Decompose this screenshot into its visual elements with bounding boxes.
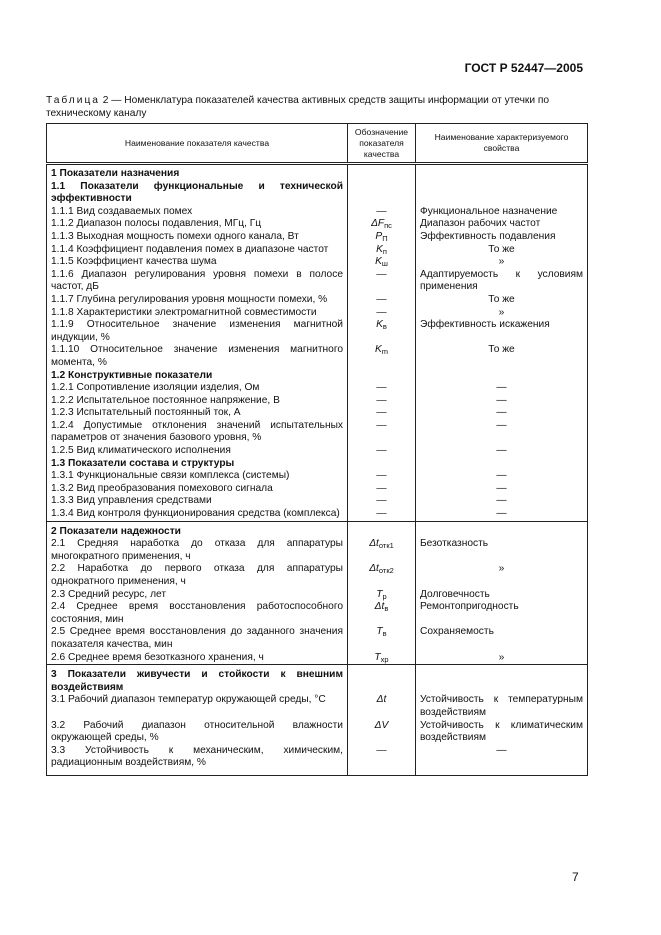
table-row — [47, 244, 588, 257]
indicator-symbol — [348, 307, 416, 320]
characterized-property: Сохраняемость — [416, 626, 588, 651]
indicator-symbol — [348, 244, 416, 257]
indicator-symbol — [348, 694, 416, 719]
table-row — [47, 720, 588, 745]
symbol-main: T — [374, 651, 381, 663]
characterized-property: — — [416, 508, 588, 521]
symbol-main: — — [376, 205, 387, 217]
symbol-main: — — [376, 445, 387, 457]
table-row — [47, 294, 588, 307]
characterized-property: — — [416, 445, 588, 458]
symbol-main: — — [376, 394, 387, 406]
indicator-symbol — [348, 256, 416, 269]
table-row — [47, 206, 588, 219]
indicator-name: 1.1.7 Глубина регулирования уровня мощности помехи, % — [47, 294, 348, 307]
table-row — [47, 218, 588, 231]
symbol-subscript: П — [382, 233, 388, 243]
indicator-name: 1.1.5 Коэффициент качества шума — [47, 256, 348, 269]
indicator-name: 1.3.1 Функциональные связи комплекса (системы) — [47, 470, 348, 483]
characterized-property: Адаптируемость к условиям применения — [416, 269, 588, 294]
symbol-main: — — [376, 482, 387, 494]
indicator-symbol — [348, 652, 416, 665]
column-header-property: Наименование характеризуемого свойства — [416, 124, 588, 164]
table-row — [47, 745, 588, 770]
characterized-property: Устойчивость к климатическим воздействиям — [416, 720, 588, 745]
indicator-name: 1.2 Конструктивные показатели — [47, 370, 348, 383]
indicator-name: 1.2.2 Испытательное постоянное напряжение, В — [47, 395, 348, 408]
indicator-symbol — [348, 483, 416, 496]
table-row — [47, 231, 588, 244]
symbol-main: — — [376, 268, 387, 280]
indicator-name: 1 Показатели назначения — [47, 168, 348, 181]
caption-text: 2 — Номенклатура показателей качества активных средств защиты информации от утечки по техническому каналу — [46, 95, 550, 119]
indicator-name: 2 Показатели надежности — [47, 526, 348, 539]
column-header-name: Наименование показателя качества — [47, 124, 348, 164]
indicator-name: 3.2 Рабочий диапазон относительной влажности окружающей среды, % — [47, 720, 348, 745]
characterized-property: Эффективность искажения — [416, 319, 588, 344]
characterized-property: — — [416, 395, 588, 408]
symbol-main: K — [376, 319, 383, 331]
table-row — [47, 495, 588, 508]
table-row — [47, 626, 588, 651]
indicator-name: 3.1 Рабочий диапазон температур окружающей среды, °С — [47, 694, 348, 719]
indicator-symbol — [348, 407, 416, 420]
indicator-symbol — [348, 231, 416, 244]
indicator-name: 3 Показатели живучести и стойкости к внешним воздействиям — [47, 669, 348, 694]
page-number: 7 — [572, 870, 579, 884]
indicator-name: 1.2.5 Вид климатического исполнения — [47, 445, 348, 458]
indicator-name: 1.1 Показатели функциональные и технической эффективности — [47, 181, 348, 206]
characterized-property — [416, 181, 588, 206]
characterized-property: То же — [416, 244, 588, 257]
indicator-name: 1.1.3 Выходная мощность помехи одного канала, Вт — [47, 231, 348, 244]
characterized-property: — — [416, 407, 588, 420]
characterized-property: » — [416, 256, 588, 269]
indicator-symbol — [348, 458, 416, 471]
symbol-main: — — [376, 419, 387, 431]
characterized-property: — — [416, 420, 588, 445]
characterized-property — [416, 526, 588, 539]
symbol-subscript: п — [382, 246, 387, 256]
indicator-name: 3.3 Устойчивость к механическим, химическим, радиационным воздействиям, % — [47, 745, 348, 770]
indicator-name: 1.1.9 Относительное значение изменения магнитной индукции, % — [47, 319, 348, 344]
table-row — [47, 563, 588, 588]
symbol-subscript: хр — [380, 654, 389, 664]
indicator-name: 2.5 Среднее время восстановления до заданного значения показателя качества, мин — [47, 626, 348, 651]
indicator-symbol — [348, 601, 416, 626]
indicator-symbol — [348, 563, 416, 588]
indicator-symbol — [348, 508, 416, 521]
characterized-property: — — [416, 495, 588, 508]
characterized-property: То же — [416, 344, 588, 369]
table-row — [47, 407, 588, 420]
indicator-name: 2.1 Средняя наработка до отказа для аппаратуры многократного применения, ч — [47, 538, 348, 563]
indicator-symbol — [348, 395, 416, 408]
symbol-main: — — [376, 508, 387, 520]
symbol-main: K — [374, 344, 382, 356]
table-row — [47, 420, 588, 445]
indicator-symbol — [348, 445, 416, 458]
indicator-symbol — [348, 626, 416, 651]
indicator-name: 2.3 Средний ресурс, лет — [47, 589, 348, 602]
indicator-name: 1.3.2 Вид преобразования помехового сигнала — [47, 483, 348, 496]
table-section-row — [47, 669, 588, 694]
indicator-symbol — [348, 720, 416, 745]
symbol-main: ΔV — [374, 719, 389, 731]
symbol-main: Δt — [369, 538, 379, 550]
quality-indicators-table — [46, 123, 588, 776]
caption-prefix: Таблица — [46, 95, 100, 106]
symbol-main: — — [376, 744, 387, 756]
characterized-property: » — [416, 307, 588, 320]
table-row — [47, 470, 588, 483]
symbol-main: K — [376, 243, 383, 255]
symbol-main: — — [376, 407, 387, 419]
indicator-symbol — [348, 420, 416, 445]
indicator-symbol — [348, 470, 416, 483]
symbol-main: Δt — [376, 694, 387, 706]
indicator-name: 1.2.1 Сопротивление изоляции изделия, Ом — [47, 382, 348, 395]
symbol-main: — — [376, 306, 387, 318]
symbol-main: T — [376, 626, 383, 638]
table-caption — [46, 94, 586, 120]
table-row — [47, 483, 588, 496]
symbol-subscript: ш — [381, 259, 388, 269]
characterized-property: — — [416, 382, 588, 395]
table-row — [47, 256, 588, 269]
indicator-symbol — [348, 218, 416, 231]
symbol-subscript: m — [381, 347, 389, 357]
indicator-symbol — [348, 168, 416, 181]
symbol-main: — — [376, 293, 387, 305]
indicator-name: 2.6 Среднее время безотказного хранения, ч — [47, 652, 348, 665]
indicator-symbol — [348, 526, 416, 539]
table-row — [47, 589, 588, 602]
symbol-main: — — [376, 382, 387, 394]
characterized-property: » — [416, 563, 588, 588]
symbol-main: Δt — [374, 601, 385, 613]
symbol-subscript: в — [382, 322, 387, 332]
indicator-name: 1.3.3 Вид управления средствами — [47, 495, 348, 508]
table-row — [47, 344, 588, 369]
table-row — [47, 694, 588, 719]
indicator-symbol — [348, 382, 416, 395]
characterized-property — [416, 370, 588, 383]
table-header-row — [47, 124, 588, 164]
characterized-property: Устойчивость к температурным воздействиям — [416, 694, 588, 719]
table-row — [47, 445, 588, 458]
indicator-symbol — [348, 370, 416, 383]
indicator-name: 1.1.6 Диапазон регулирования уровня помехи в полосе частот, дБ — [47, 269, 348, 294]
symbol-subscript: отк1 — [378, 541, 394, 551]
indicator-symbol — [348, 206, 416, 219]
characterized-property: — — [416, 745, 588, 770]
indicator-symbol — [348, 319, 416, 344]
symbol-subscript: в — [384, 604, 389, 614]
indicator-symbol — [348, 269, 416, 294]
characterized-property: Эффективность подавления — [416, 231, 588, 244]
characterized-property: Функциональное назначение — [416, 206, 588, 219]
indicator-symbol — [348, 344, 416, 369]
indicator-name: 1.2.4 Допустимые отклонения значений испытательных параметров от значения базового уровня, % — [47, 420, 348, 445]
table-row — [47, 269, 588, 294]
table-row — [47, 508, 588, 521]
characterized-property — [416, 458, 588, 471]
indicator-symbol — [348, 181, 416, 206]
symbol-subscript: в — [382, 629, 387, 639]
characterized-property — [416, 669, 588, 694]
table-section-row — [47, 181, 588, 206]
indicator-symbol — [348, 745, 416, 770]
symbol-main: Δt — [369, 563, 379, 575]
indicator-name: 2.2 Наработка до первого отказа для аппаратуры однократного применения, ч — [47, 563, 348, 588]
characterized-property: — — [416, 483, 588, 496]
table-row — [47, 652, 588, 665]
table-section-row — [47, 458, 588, 471]
symbol-main: — — [376, 470, 387, 482]
indicator-name: 1.3 Показатели состава и структуры — [47, 458, 348, 471]
table-row — [47, 382, 588, 395]
table-row — [47, 538, 588, 563]
indicator-name: 1.1.2 Диапазон полосы подавления, МГц, Гц — [47, 218, 348, 231]
symbol-main: T — [376, 588, 383, 600]
indicator-symbol — [348, 538, 416, 563]
characterized-property: Долговечность — [416, 589, 588, 602]
characterized-property — [416, 168, 588, 181]
table-section-row — [47, 526, 588, 539]
symbol-subscript: пс — [384, 221, 392, 231]
document-header: ГОСТ Р 52447—2005 — [464, 61, 583, 75]
characterized-property: Диапазон рабочих частот — [416, 218, 588, 231]
indicator-name: 1.1.8 Характеристики электромагнитной совместимости — [47, 307, 348, 320]
indicator-symbol — [348, 589, 416, 602]
column-header-symbol: Обозначение показателя качества — [348, 124, 416, 164]
table-row — [47, 307, 588, 320]
table-section-row — [47, 168, 588, 181]
indicator-name: 1.3.4 Вид контроля функционирования средства (комплекса) — [47, 508, 348, 521]
indicator-name: 2.4 Среднее время восстановления работоспособного состояния, мин — [47, 601, 348, 626]
table-row — [47, 319, 588, 344]
symbol-main: K — [375, 256, 382, 268]
indicator-name: 1.2.3 Испытательный постоянный ток, А — [47, 407, 348, 420]
indicator-name: 1.1.4 Коэффициент подавления помех в диапазоне частот — [47, 244, 348, 257]
indicator-symbol — [348, 495, 416, 508]
symbol-main: P — [375, 230, 383, 242]
indicator-name: 1.1.1 Вид создаваемых помех — [47, 206, 348, 219]
indicator-symbol — [348, 669, 416, 694]
table-section-row — [47, 370, 588, 383]
characterized-property: » — [416, 652, 588, 665]
symbol-subscript: отк2 — [378, 566, 394, 576]
indicator-symbol — [348, 294, 416, 307]
symbol-main: — — [376, 495, 387, 507]
indicator-name: 1.1.10 Относительное значение изменения магнитного момента, % — [47, 344, 348, 369]
symbol-subscript: р — [382, 591, 387, 601]
table-row — [47, 601, 588, 626]
characterized-property: То же — [416, 294, 588, 307]
symbol-main: ΔF — [371, 218, 385, 230]
table-row — [47, 395, 588, 408]
characterized-property: Ремонтопригодность — [416, 601, 588, 626]
table-bottom-rule — [47, 770, 588, 776]
characterized-property: Безотказность — [416, 538, 588, 563]
characterized-property: — — [416, 470, 588, 483]
